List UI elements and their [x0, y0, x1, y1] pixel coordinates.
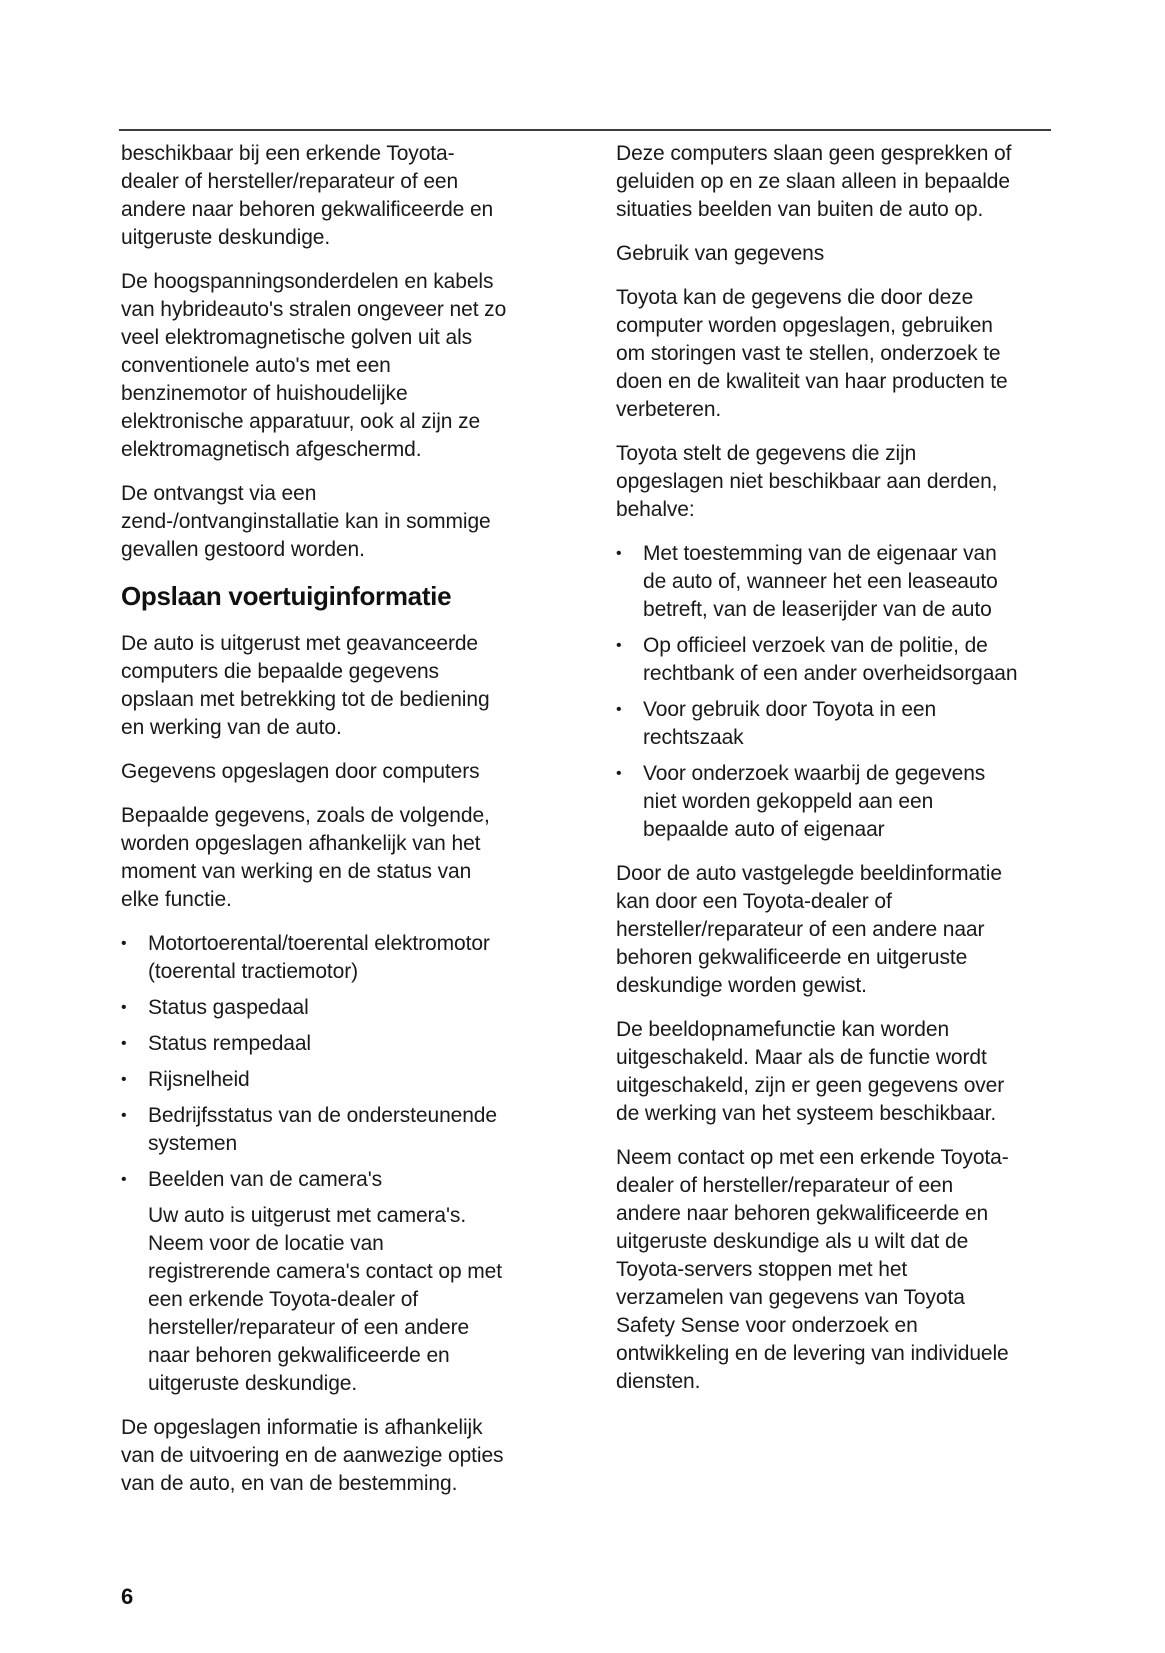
bullet-icon: • — [121, 1171, 127, 1188]
bullet-icon: • — [121, 935, 127, 952]
bullet-icon: • — [616, 637, 622, 654]
list-item — [121, 1066, 511, 1094]
list-item-text: Rijsnelheid — [148, 1068, 250, 1091]
paragraph: De auto is uitgerust met geavanceerde computers die bepaalde gegevens opslaan met betrekking tot de bediening en werking van de auto. — [121, 632, 490, 739]
bullet-icon: • — [616, 765, 622, 782]
paragraph: De opgeslagen informatie is afhankelijk van de uitvoering en de aanwezige opties van de auto, en van de bestemming. — [121, 1416, 504, 1495]
header-rule — [119, 129, 1051, 131]
paragraph: Toyota kan de gegevens die door deze computer worden opgeslagen, gebruiken om storingen vast te stellen, onderzoek te doen en de kwaliteit van haar producten te verbeteren. — [616, 286, 1008, 421]
list-item-text: Met toestemming van de eigenaar van de auto of, wanneer het een leaseauto betreft, van de leaserijder van de auto — [643, 542, 998, 621]
list-item-text: Motortoerental/toerental elektromotor (toerental tractiemotor) — [148, 932, 490, 983]
list-item — [121, 1102, 511, 1158]
list-item-text: Voor onderzoek waarbij de gegevens niet worden gekoppeld aan een bepaalde auto of eigenaar — [643, 762, 986, 841]
list-item-text: Bedrijfsstatus van de ondersteunende systemen — [148, 1104, 497, 1155]
bullet-icon: • — [121, 1035, 127, 1052]
bullet-icon: • — [121, 1071, 127, 1088]
bullet-icon: • — [616, 545, 622, 562]
bullet-icon: • — [121, 1107, 127, 1124]
paragraph: De hoogspanningsonderdelen en kabels van hybrideauto's stralen ongeveer net zo veel elektromagnetische golven uit als conventionele auto's met een benzinemotor of huishoudelijke elektronische apparatuur, ook al zijn ze elektromagnetisch afgeschermd. — [121, 270, 507, 461]
paragraph: De ontvangst via een zend-/ontvanginstallatie kan in sommige gevallen gestoord worden. — [121, 482, 491, 561]
page-number: 6 — [121, 1584, 134, 1609]
paragraph: Neem contact op met een erkende Toyota-dealer of hersteller/reparateur of een andere naar behoren gekwalificeerde en uitgeruste deskundige als u wilt dat de Toyota-servers stoppen met het verzamelen van gegevens van Toyota Safety Sense voor onderzoek en ontwikkeling en de levering van individuele diensten. — [616, 1146, 1009, 1393]
list-item — [616, 696, 1018, 752]
bullet-icon: • — [616, 701, 622, 718]
paragraph: Toyota stelt de gegevens die zijn opgeslagen niet beschikbaar aan derden, behalve: — [616, 442, 998, 521]
list-item-note: Uw auto is uitgerust met camera's. Neem voor de locatie van registrerende camera's contact op met een erkende Toyota-dealer of hersteller/reparateur of een andere naar behoren gekwalificeerde en uitgeruste deskundige. — [148, 1204, 502, 1395]
list-item — [616, 540, 1018, 624]
right-column — [616, 140, 1018, 1412]
bullet-list — [121, 930, 511, 1398]
paragraph: Door de auto vastgelegde beeldinformatie kan door een Toyota-dealer of hersteller/reparateur of een andere naar behoren gekwalificeerde en uitgeruste deskundige worden gewist. — [616, 862, 1002, 997]
paragraph: De beeldopnamefunctie kan worden uitgeschakeld. Maar als de functie wordt uitgeschakeld, zijn er geen gegevens over de werking van het systeem beschikbaar. — [616, 1018, 1005, 1125]
list-item-text: Beelden van de camera's — [148, 1168, 383, 1191]
paragraph: Deze computers slaan geen gesprekken of geluiden op en ze slaan alleen in bepaalde situaties beelden van buiten de auto op. — [616, 142, 1012, 221]
bullet-list — [616, 540, 1018, 844]
list-item — [121, 1030, 511, 1058]
list-item — [121, 994, 511, 1022]
list-item-text: Status gaspedaal — [148, 996, 309, 1019]
left-column — [121, 140, 511, 1514]
paragraph: beschikbaar bij een erkende Toyota-dealer of hersteller/reparateur of een andere naar behoren gekwalificeerde en uitgeruste deskundige. — [121, 142, 494, 249]
section-heading: Opslaan voertuiginformatie — [121, 581, 452, 611]
subsection-title: Gegevens opgeslagen door computers — [121, 760, 480, 783]
list-item-text: Op officieel verzoek van de politie, de rechtbank of een ander overheidsorgaan — [643, 634, 1018, 685]
paragraph: Bepaalde gegevens, zoals de volgende, worden opgeslagen afhankelijk van het moment van werking en de status van elke functie. — [121, 804, 490, 911]
list-item — [616, 632, 1018, 688]
list-item-text: Voor gebruik door Toyota in een rechtszaak — [643, 698, 937, 749]
bullet-icon: • — [121, 999, 127, 1016]
subsection-title: Gebruik van gegevens — [616, 242, 825, 265]
list-item — [616, 760, 1018, 844]
list-item — [121, 1166, 511, 1194]
list-item-text: Status rempedaal — [148, 1032, 311, 1055]
list-item — [121, 930, 511, 986]
